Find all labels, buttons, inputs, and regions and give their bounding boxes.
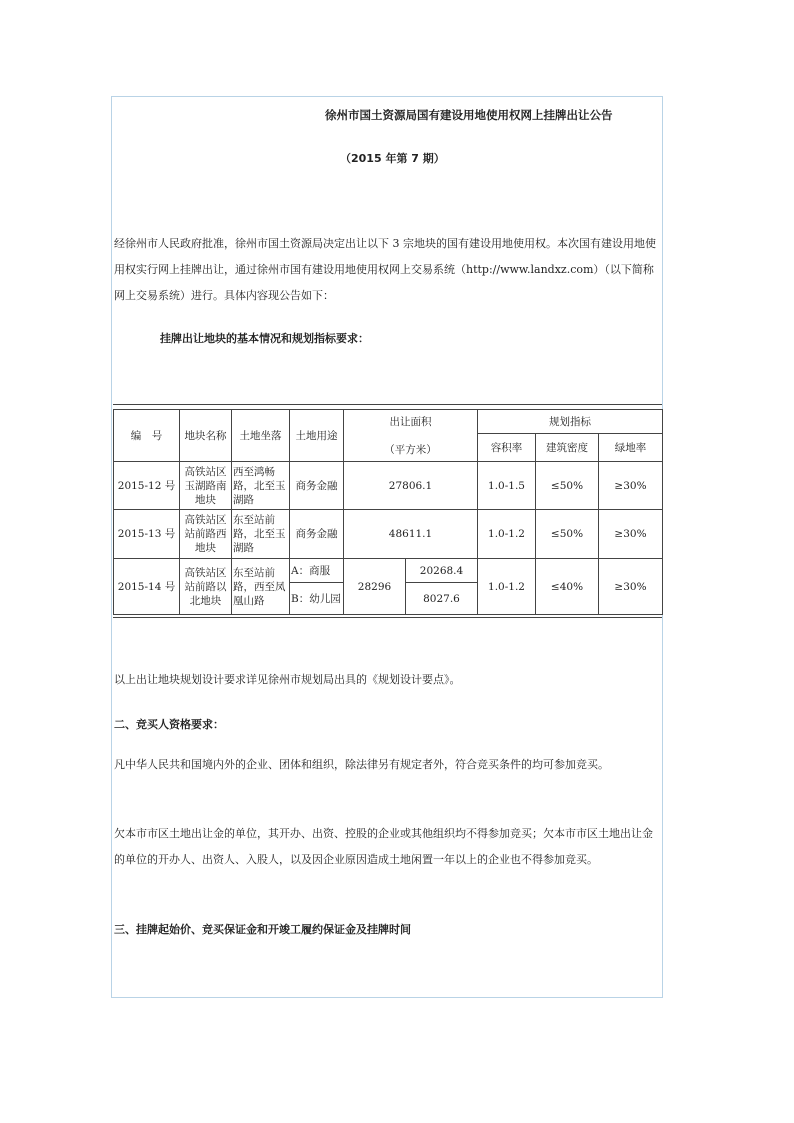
cell-use: 商务金融 [290,462,344,510]
cell-area-total: 28296 [344,559,406,615]
header-location: 土地坐落 [232,410,290,462]
cell-name: 高铁站区玉湖路南地块 [180,462,232,510]
cell-area: 48611.1 [344,510,478,559]
cell-area-b: 8027.6 [406,583,478,615]
section2-paragraph-2: 欠本市市区土地出让金的单位，其开办、出资、控股的企业或其他组织均不得参加竞买；欠本市市区土地出让金的单位的开办人、出资人、入股人，以及因企业原因造成土地闲置一年以上的企业也不得参加竞买。 [114,827,653,866]
table-top-rule [113,404,662,405]
header-name: 地块名称 [180,410,232,462]
section3-heading: 三、挂牌起始价、竞买保证金和开竣工履约保证金及挂牌时间 [114,923,411,936]
cell-green: ≥30% [599,510,663,559]
cell-use-a: A：商服 [290,559,344,583]
cell-location: 东至站前路，西至凤凰山路 [232,559,290,615]
cell-use: 商务金融 [290,510,344,559]
table-bottom-rule [113,617,662,618]
cell-area-a: 20268.4 [406,559,478,583]
cell-location: 西至鸿畅路，北至玉湖路 [232,462,290,510]
header-planning: 规划指标 [478,410,663,434]
cell-number: 2015-13 号 [114,510,180,559]
planning-note: 以上出让地块规划设计要求详见徐州市规划局出具的《规划设计要点》。 [114,673,461,686]
cell-name: 高铁站区站前路西地块 [180,510,232,559]
cell-density: ≤40% [536,559,599,615]
table-row [114,462,663,510]
cell-location: 东至站前路，北至玉湖路 [232,510,290,559]
cell-far: 1.0-1.2 [478,510,536,559]
header-green: 绿地率 [599,434,663,462]
table-row [114,559,663,583]
cell-density: ≤50% [536,510,599,559]
header-far: 容积率 [478,434,536,462]
cell-green: ≥30% [599,559,663,615]
header-area-unit: （平方米） [384,443,437,456]
cell-far: 1.0-1.2 [478,559,536,615]
table-row [114,510,663,559]
cell-green: ≥30% [599,462,663,510]
header-area [344,410,478,462]
cell-area: 27806.1 [344,462,478,510]
header-area-label: 出让面积 [389,415,432,428]
section2-paragraph-1: 凡中华人民共和国境内外的企业、团体和组织，除法律另有规定者外，符合竞买条件的均可参加竞买。 [114,758,609,771]
cell-name: 高铁站区站前路以北地块 [180,559,232,615]
intro-paragraph: 经徐州市人民政府批准，徐州市国土资源局决定出让以下 3 宗地块的国有建设用地使用权。本次国有建设用地使用权实行网上挂牌出让，通过徐州市国有建设用地使用权网上交易系统（http://www.landxz.com）（以下简称网上交易系统）进行。具体内容现公告如下： [114,237,656,302]
cell-far: 1.0-1.5 [478,462,536,510]
cell-use-b: B：幼儿园 [290,583,344,615]
header-use: 土地用途 [290,410,344,462]
header-density: 建筑密度 [536,434,599,462]
section2-heading: 二、竞买人资格要求： [114,718,224,731]
land-plots-table [113,409,663,615]
header-number: 编 号 [114,410,180,462]
section1-heading: 挂牌出让地块的基本情况和规划指标要求： [160,332,369,345]
notice-title: 徐州市国土资源局国有建设用地使用权网上挂牌出让公告 [325,108,613,122]
issue-number: （2015 年第 7 期） [340,152,445,165]
cell-number: 2015-14 号 [114,559,180,615]
cell-density: ≤50% [536,462,599,510]
cell-number: 2015-12 号 [114,462,180,510]
